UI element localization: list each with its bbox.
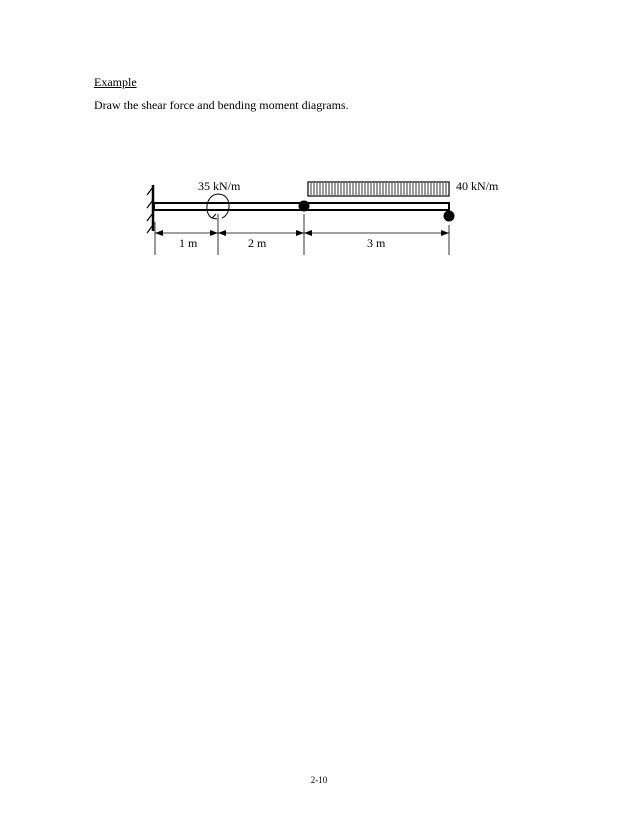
right-beam-segment [304,203,449,210]
dimension-label-2: 2 m [248,236,267,250]
distributed-load-icon [308,182,449,196]
page-number: 2-10 [310,775,328,785]
dimension-label-1: 1 m [179,236,198,250]
fixed-support-icon [147,185,153,233]
roller-support-icon [444,211,455,222]
distributed-load-label: 40 kN/m [456,179,499,193]
hinge-icon [299,201,310,212]
example-heading: Example [94,75,137,89]
dimension-lines [155,214,449,255]
dimension-label-3: 3 m [367,236,386,250]
moment-label: 35 kN/m [198,179,241,193]
problem-instruction: Draw the shear force and bending moment diagrams. [94,98,349,112]
